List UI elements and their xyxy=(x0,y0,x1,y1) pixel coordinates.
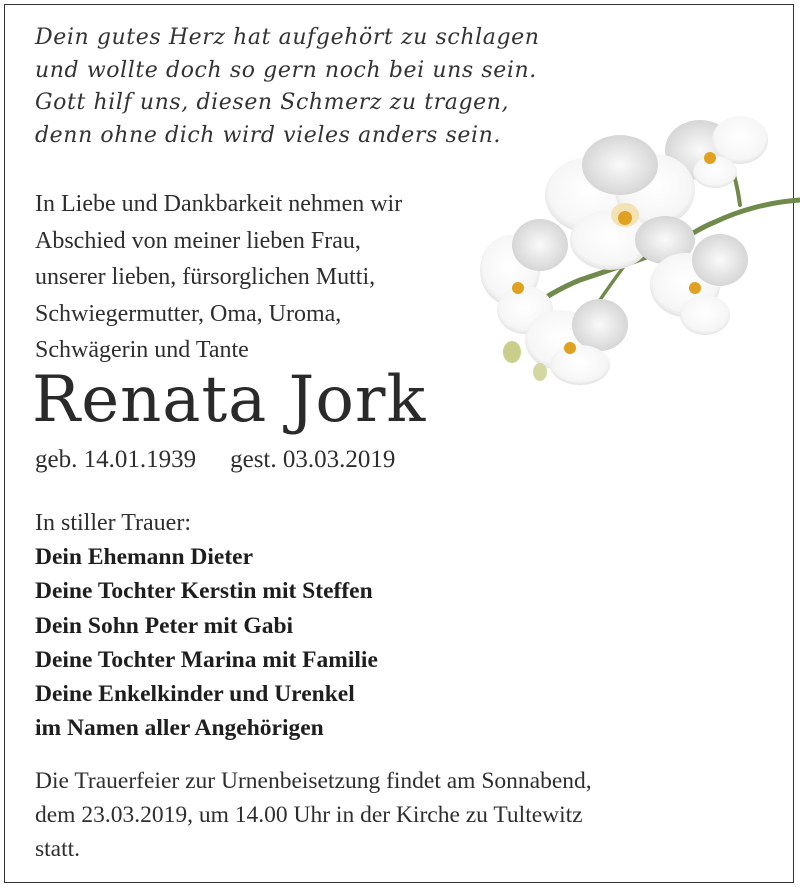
mourning-lead: In stiller Trauer: xyxy=(35,510,191,536)
orchid-image xyxy=(470,110,800,385)
poem-line: Gott hilf uns, diesen Schmerz zu tragen, xyxy=(35,90,510,115)
mourner-entry: im Namen aller Angehörigen xyxy=(35,715,324,742)
intro-line: Abschied von meiner lieben Frau, xyxy=(35,227,361,254)
ceremony-info xyxy=(35,764,592,866)
intro-text xyxy=(35,186,402,369)
intro-line: Schwägerin und Tante xyxy=(35,337,249,363)
mourner-entry: Dein Ehemann Dieter xyxy=(35,544,254,571)
intro-line: unserer lieben, fürsorglichen Mutti, xyxy=(35,264,376,290)
life-dates xyxy=(35,442,395,478)
mourner-entry: Deine Tochter Marina mit Familie xyxy=(35,646,378,673)
memorial-poem xyxy=(35,22,540,152)
intro-line: In Liebe und Dankbarkeit nehmen wir xyxy=(35,191,403,217)
mourner-entry: Deine Enkelkinder und Urenkel xyxy=(35,681,355,708)
mourners-list xyxy=(35,506,378,745)
poem-line: und wollte doch so gern noch bei uns sein. xyxy=(35,57,537,83)
mourner-entry: Dein Sohn Peter mit Gabi xyxy=(35,612,294,639)
ceremony-line: statt. xyxy=(35,836,81,862)
intro-line: Schwiegermutter, Oma, Uroma, xyxy=(35,300,342,327)
deceased-name: Renata Jork xyxy=(32,363,427,437)
ceremony-line: Die Trauerfeier zur Urnenbeisetzung findet am Sonnabend, xyxy=(35,768,592,794)
ceremony-line: dem 23.03.2019, um 14.00 Uhr in der Kirche zu Tultewitz xyxy=(35,802,583,828)
poem-line: denn ohne dich wird vieles anders sein. xyxy=(35,122,502,148)
poem-line: Dein gutes Herz hat aufgehört zu schlagen xyxy=(35,25,540,50)
death-date: gest. 03.03.2019 xyxy=(230,446,396,473)
birth-date: geb. 14.01.1939 xyxy=(35,446,197,473)
mourner-entry: Deine Tochter Kerstin mit Steffen xyxy=(35,578,373,605)
